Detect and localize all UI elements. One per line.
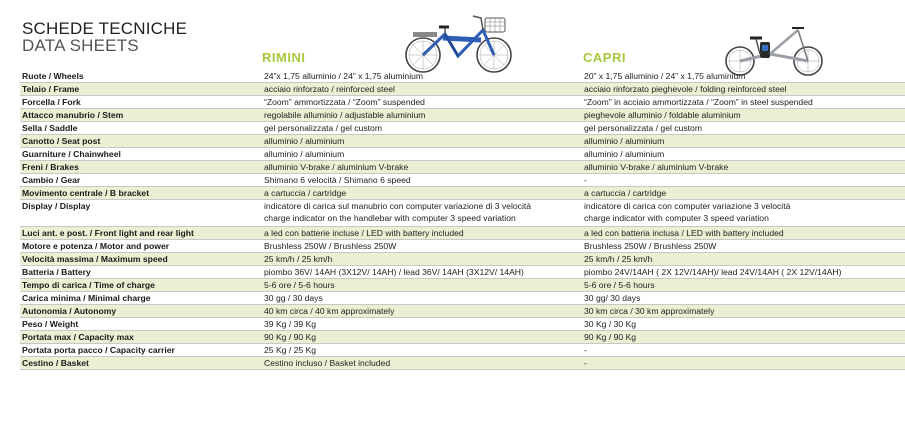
capri-value <box>584 96 813 108</box>
rimini-value-line: 5-6 ore / 5-6 hours <box>264 280 335 290</box>
row-label-separator: / <box>102 188 110 198</box>
capri-value-line: - <box>584 358 587 368</box>
row-label-separator: / <box>86 280 94 290</box>
capri-value <box>584 279 655 291</box>
capri-value-line: - <box>584 345 587 355</box>
capri-value <box>584 357 587 369</box>
row-label-separator: / <box>93 254 101 264</box>
row-label-it: Batteria <box>22 267 54 277</box>
row-label-separator: / <box>46 71 54 81</box>
row-label <box>22 135 100 147</box>
row-label <box>22 240 169 252</box>
capri-value-line-2: charge indicator with computer 3 speed variation <box>584 213 769 223</box>
row-label-it: Display <box>22 201 53 211</box>
table-row <box>20 96 905 109</box>
rimini-value <box>264 357 390 369</box>
table-row <box>20 279 905 292</box>
row-label-it: Attacco manubrio <box>22 110 96 120</box>
capri-value <box>584 135 664 147</box>
rimini-value <box>264 240 396 252</box>
row-label-en: Minimal charge <box>87 293 151 303</box>
rimini-value <box>264 344 316 356</box>
rimini-value <box>264 279 335 291</box>
rimini-value <box>264 253 332 265</box>
rimini-value-line: alluminio V-brake / aluminium V-brake <box>264 162 409 172</box>
table-row <box>20 253 905 266</box>
row-label-en: Gear <box>60 175 81 185</box>
rimini-value-line: a cartuccia / cartridge <box>264 188 347 198</box>
capri-value <box>584 148 664 160</box>
capri-value-line: a cartuccia / cartridge <box>584 188 667 198</box>
rimini-bike-image <box>403 12 515 74</box>
capri-value <box>584 305 714 317</box>
row-label <box>22 344 175 356</box>
row-label-it: Luci ant. e post. <box>22 228 88 238</box>
rimini-value-line-2: charge indicator on the handlebar with computer 3 speed variation <box>264 213 516 223</box>
row-label <box>22 253 168 265</box>
row-label-en: Front light and rear light <box>94 228 194 238</box>
row-label <box>22 331 134 343</box>
row-label <box>22 200 90 212</box>
table-row <box>20 266 905 279</box>
capri-value <box>584 266 841 278</box>
row-label-it: Autonomia <box>22 306 67 316</box>
capri-value-line: “Zoom” in acciaio ammortizzata / “Zoom” in steel suspended <box>584 97 813 107</box>
rimini-value <box>264 135 344 147</box>
table-row <box>20 122 905 135</box>
page-subtitle: DATA SHEETS <box>22 36 139 55</box>
rimini-value <box>264 200 531 224</box>
row-label-separator: / <box>54 267 62 277</box>
row-label <box>22 83 79 95</box>
row-label <box>22 279 155 291</box>
page-title-block <box>22 20 187 54</box>
table-row <box>20 135 905 148</box>
rimini-value <box>264 318 316 330</box>
rimini-value-line: 39 Kg / 39 Kg <box>264 319 317 329</box>
capri-value-line: 25 km/h / 25 km/h <box>584 254 653 264</box>
row-label <box>22 70 84 82</box>
row-label-en: B bracket <box>109 188 150 198</box>
row-label-it: Guarniture <box>22 149 66 159</box>
spec-table <box>20 70 905 370</box>
row-label <box>22 122 77 134</box>
row-label-separator: / <box>53 175 61 185</box>
table-row <box>20 292 905 305</box>
row-label-en: Basket <box>60 358 89 368</box>
table-row <box>20 200 905 227</box>
table-row <box>20 318 905 331</box>
row-label-it: Forcella <box>22 97 55 107</box>
capri-value-line: 30 gg/ 30 days <box>584 293 641 303</box>
capri-value <box>584 200 790 224</box>
rimini-value-line: 90 Kg / 90 Kg <box>264 332 317 342</box>
capri-value <box>584 122 702 134</box>
table-row <box>20 148 905 161</box>
row-label-separator: / <box>87 228 95 238</box>
row-label-separator: / <box>92 241 100 251</box>
row-label-it: Canotto <box>22 136 55 146</box>
rimini-value-line: 30 gg / 30 days <box>264 293 323 303</box>
capri-value <box>584 240 716 252</box>
row-label-en: Time of charge <box>93 280 155 290</box>
row-label-separator: / <box>46 84 54 94</box>
row-label-it: Sella <box>22 123 43 133</box>
row-label-separator: / <box>42 319 50 329</box>
row-label <box>22 292 151 304</box>
capri-value <box>584 227 784 239</box>
table-row <box>20 331 905 344</box>
rimini-value-line: 25 km/h / 25 km/h <box>264 254 333 264</box>
rimini-value <box>264 305 394 317</box>
row-label <box>22 227 194 239</box>
capri-value-line: indicatore di carica con computer variazione 3 velocità <box>584 201 791 211</box>
capri-value <box>584 344 587 356</box>
row-label-separator: / <box>95 110 103 120</box>
row-label-separator: / <box>66 306 74 316</box>
capri-value <box>584 187 666 199</box>
capri-bike-image <box>720 24 828 76</box>
rimini-value <box>264 174 411 186</box>
capri-value-line: gel personalizzata / gel custom <box>584 123 702 133</box>
rimini-value <box>264 83 395 95</box>
row-label-separator: / <box>52 201 60 211</box>
capri-frame <box>740 30 808 61</box>
row-label-separator: / <box>71 332 79 342</box>
row-label-it: Freni <box>22 162 44 172</box>
table-row <box>20 174 905 187</box>
row-label <box>22 266 91 278</box>
table-row <box>20 357 905 370</box>
rimini-value-line: Shimano 6 velocità / Shimano 6 speed <box>264 175 411 185</box>
row-label-en: Wheels <box>53 71 84 81</box>
capri-value-line: acciaio rinforzato pieghevole / folding reinforced steel <box>584 84 787 94</box>
capri-value-line: 30 km circa / 30 km approximately <box>584 306 715 316</box>
row-label-separator: / <box>53 358 61 368</box>
row-label-en: Fork <box>62 97 81 107</box>
rimini-value-line: piombo 36V/ 14AH (3X12V/ 14AH) / lead 36V/ 14AH (3X12V/ 14AH) <box>264 267 524 277</box>
row-label <box>22 148 121 160</box>
capri-value-line: pieghevole alluminio / foldable aluminium <box>584 110 741 120</box>
capri-value-line: - <box>584 175 587 185</box>
row-label-en: Stem <box>102 110 124 120</box>
row-label-it: Portata porta pacco <box>22 345 103 355</box>
table-row <box>20 70 905 83</box>
row-label-it: Telaio <box>22 84 47 94</box>
row-label <box>22 305 116 317</box>
row-label <box>22 109 123 121</box>
row-label-it: Movimento centrale <box>22 188 103 198</box>
row-label-it: Ruote <box>22 71 47 81</box>
rimini-value-line: indicatore di carica sul manubrio con computer variazione di 3 velocità <box>264 201 532 211</box>
table-row <box>20 187 905 200</box>
table-row <box>20 227 905 240</box>
row-label <box>22 174 80 186</box>
row-label <box>22 357 89 369</box>
row-label-it: Cambio <box>22 175 54 185</box>
row-label-separator: / <box>43 162 51 172</box>
row-label-separator: / <box>102 345 110 355</box>
rimini-value <box>264 148 344 160</box>
row-label <box>22 318 78 330</box>
row-label-it: Motore e potenza <box>22 241 93 251</box>
rimini-value <box>264 331 316 343</box>
rimini-value-line: “Zoom” ammortizzata / “Zoom” suspended <box>264 97 425 107</box>
table-row <box>20 83 905 96</box>
row-label-separator: / <box>54 136 62 146</box>
capri-value-line: 20” x 1,75 alluminio / 24” x 1,75 aluminium <box>584 71 746 81</box>
capri-value <box>584 161 728 173</box>
row-label-en: Capacity max <box>78 332 134 342</box>
rimini-value-line: regolabile alluminio / adjustable aluminium <box>264 110 426 120</box>
rimini-value-line: Cestino incluso / Basket included <box>264 358 391 368</box>
rimini-value <box>264 292 323 304</box>
row-label-en: Seat post <box>61 136 101 146</box>
rimini-value <box>264 266 524 278</box>
row-label-it: Portata max <box>22 332 72 342</box>
row-label-en: Motor and power <box>99 241 170 251</box>
rimini-value <box>264 187 346 199</box>
row-label-it: Carica minima <box>22 293 81 303</box>
capri-value <box>584 174 587 186</box>
rimini-value-line: a led con batterie incluse / LED with battery included <box>264 228 464 238</box>
row-label-en: Capacity carrier <box>109 345 175 355</box>
rimini-value-line: 40 km circa / 40 km approximately <box>264 306 395 316</box>
rimini-value-line: acciaio rinforzato / reinforced steel <box>264 84 395 94</box>
row-label-en: Brakes <box>50 162 79 172</box>
table-row <box>20 240 905 253</box>
row-label-en: Saddle <box>49 123 78 133</box>
row-label-separator: / <box>42 123 50 133</box>
capri-value-line: 90 Kg / 90 Kg <box>584 332 637 342</box>
row-label-it: Tempo di carica <box>22 280 87 290</box>
rimini-value <box>264 70 423 82</box>
rimini-value-line: alluminio / aluminium <box>264 136 345 146</box>
capri-value-line: 30 Kg / 30 Kg <box>584 319 637 329</box>
capri-value <box>584 83 787 95</box>
rimini-value <box>264 96 425 108</box>
row-label-separator: / <box>80 293 88 303</box>
row-label-separator: / <box>54 97 63 107</box>
model-name-capri: CAPRI <box>583 50 626 65</box>
row-label-en: Autonomy <box>73 306 117 316</box>
rimini-value <box>264 122 382 134</box>
capri-value-line: Brushless 250W / Brushless 250W <box>584 241 717 251</box>
capri-value-line: alluminio V-brake / aluminium V-brake <box>584 162 729 172</box>
capri-value <box>584 109 741 121</box>
capri-value <box>584 318 636 330</box>
page-title: SCHEDE TECNICHE <box>22 19 188 38</box>
capri-value-line: alluminio / aluminium <box>584 149 665 159</box>
capri-value-line: 5-6 ore / 5-6 hours <box>584 280 655 290</box>
row-label-en: Display <box>59 201 91 211</box>
row-label-en: Frame <box>53 84 80 94</box>
rimini-value <box>264 109 425 121</box>
row-label <box>22 96 81 108</box>
capri-value-line: piombo 24V/14AH ( 2X 12V/14AH)/ lead 24V/14AH ( 2X 12V/14AH) <box>584 267 842 277</box>
rimini-value-line: 25 Kg / 25 Kg <box>264 345 317 355</box>
row-label <box>22 161 79 173</box>
row-label <box>22 187 149 199</box>
table-row <box>20 305 905 318</box>
row-label-it: Velocità massima <box>22 254 94 264</box>
row-label-en: Maximum speed <box>100 254 168 264</box>
model-name-rimini: RIMINI <box>262 50 306 65</box>
row-label-it: Peso <box>22 319 43 329</box>
capri-value <box>584 292 640 304</box>
rimini-value <box>264 227 464 239</box>
capri-value <box>584 331 636 343</box>
table-row <box>20 161 905 174</box>
rimini-value-line: alluminio / aluminium <box>264 149 345 159</box>
capri-value-line: a led con batteria inclusa / LED with battery included <box>584 228 784 238</box>
capri-value <box>584 70 745 82</box>
table-row <box>20 109 905 122</box>
capri-value <box>584 253 652 265</box>
row-label-en: Battery <box>61 267 91 277</box>
rimini-value-line: 24”x 1,75 alluminio / 24” x 1,75 aluminium <box>264 71 424 81</box>
table-row <box>20 344 905 357</box>
row-label-separator: / <box>65 149 74 159</box>
rimini-value-line: Brushless 250W / Brushless 250W <box>264 241 397 251</box>
row-label-en: Chainwheel <box>73 149 121 159</box>
rimini-value <box>264 161 408 173</box>
row-label-it: Cestino <box>22 358 54 368</box>
capri-value-line: alluminio / aluminium <box>584 136 665 146</box>
rimini-value-line: gel personalizzata / gel custom <box>264 123 382 133</box>
row-label-en: Weight <box>49 319 79 329</box>
